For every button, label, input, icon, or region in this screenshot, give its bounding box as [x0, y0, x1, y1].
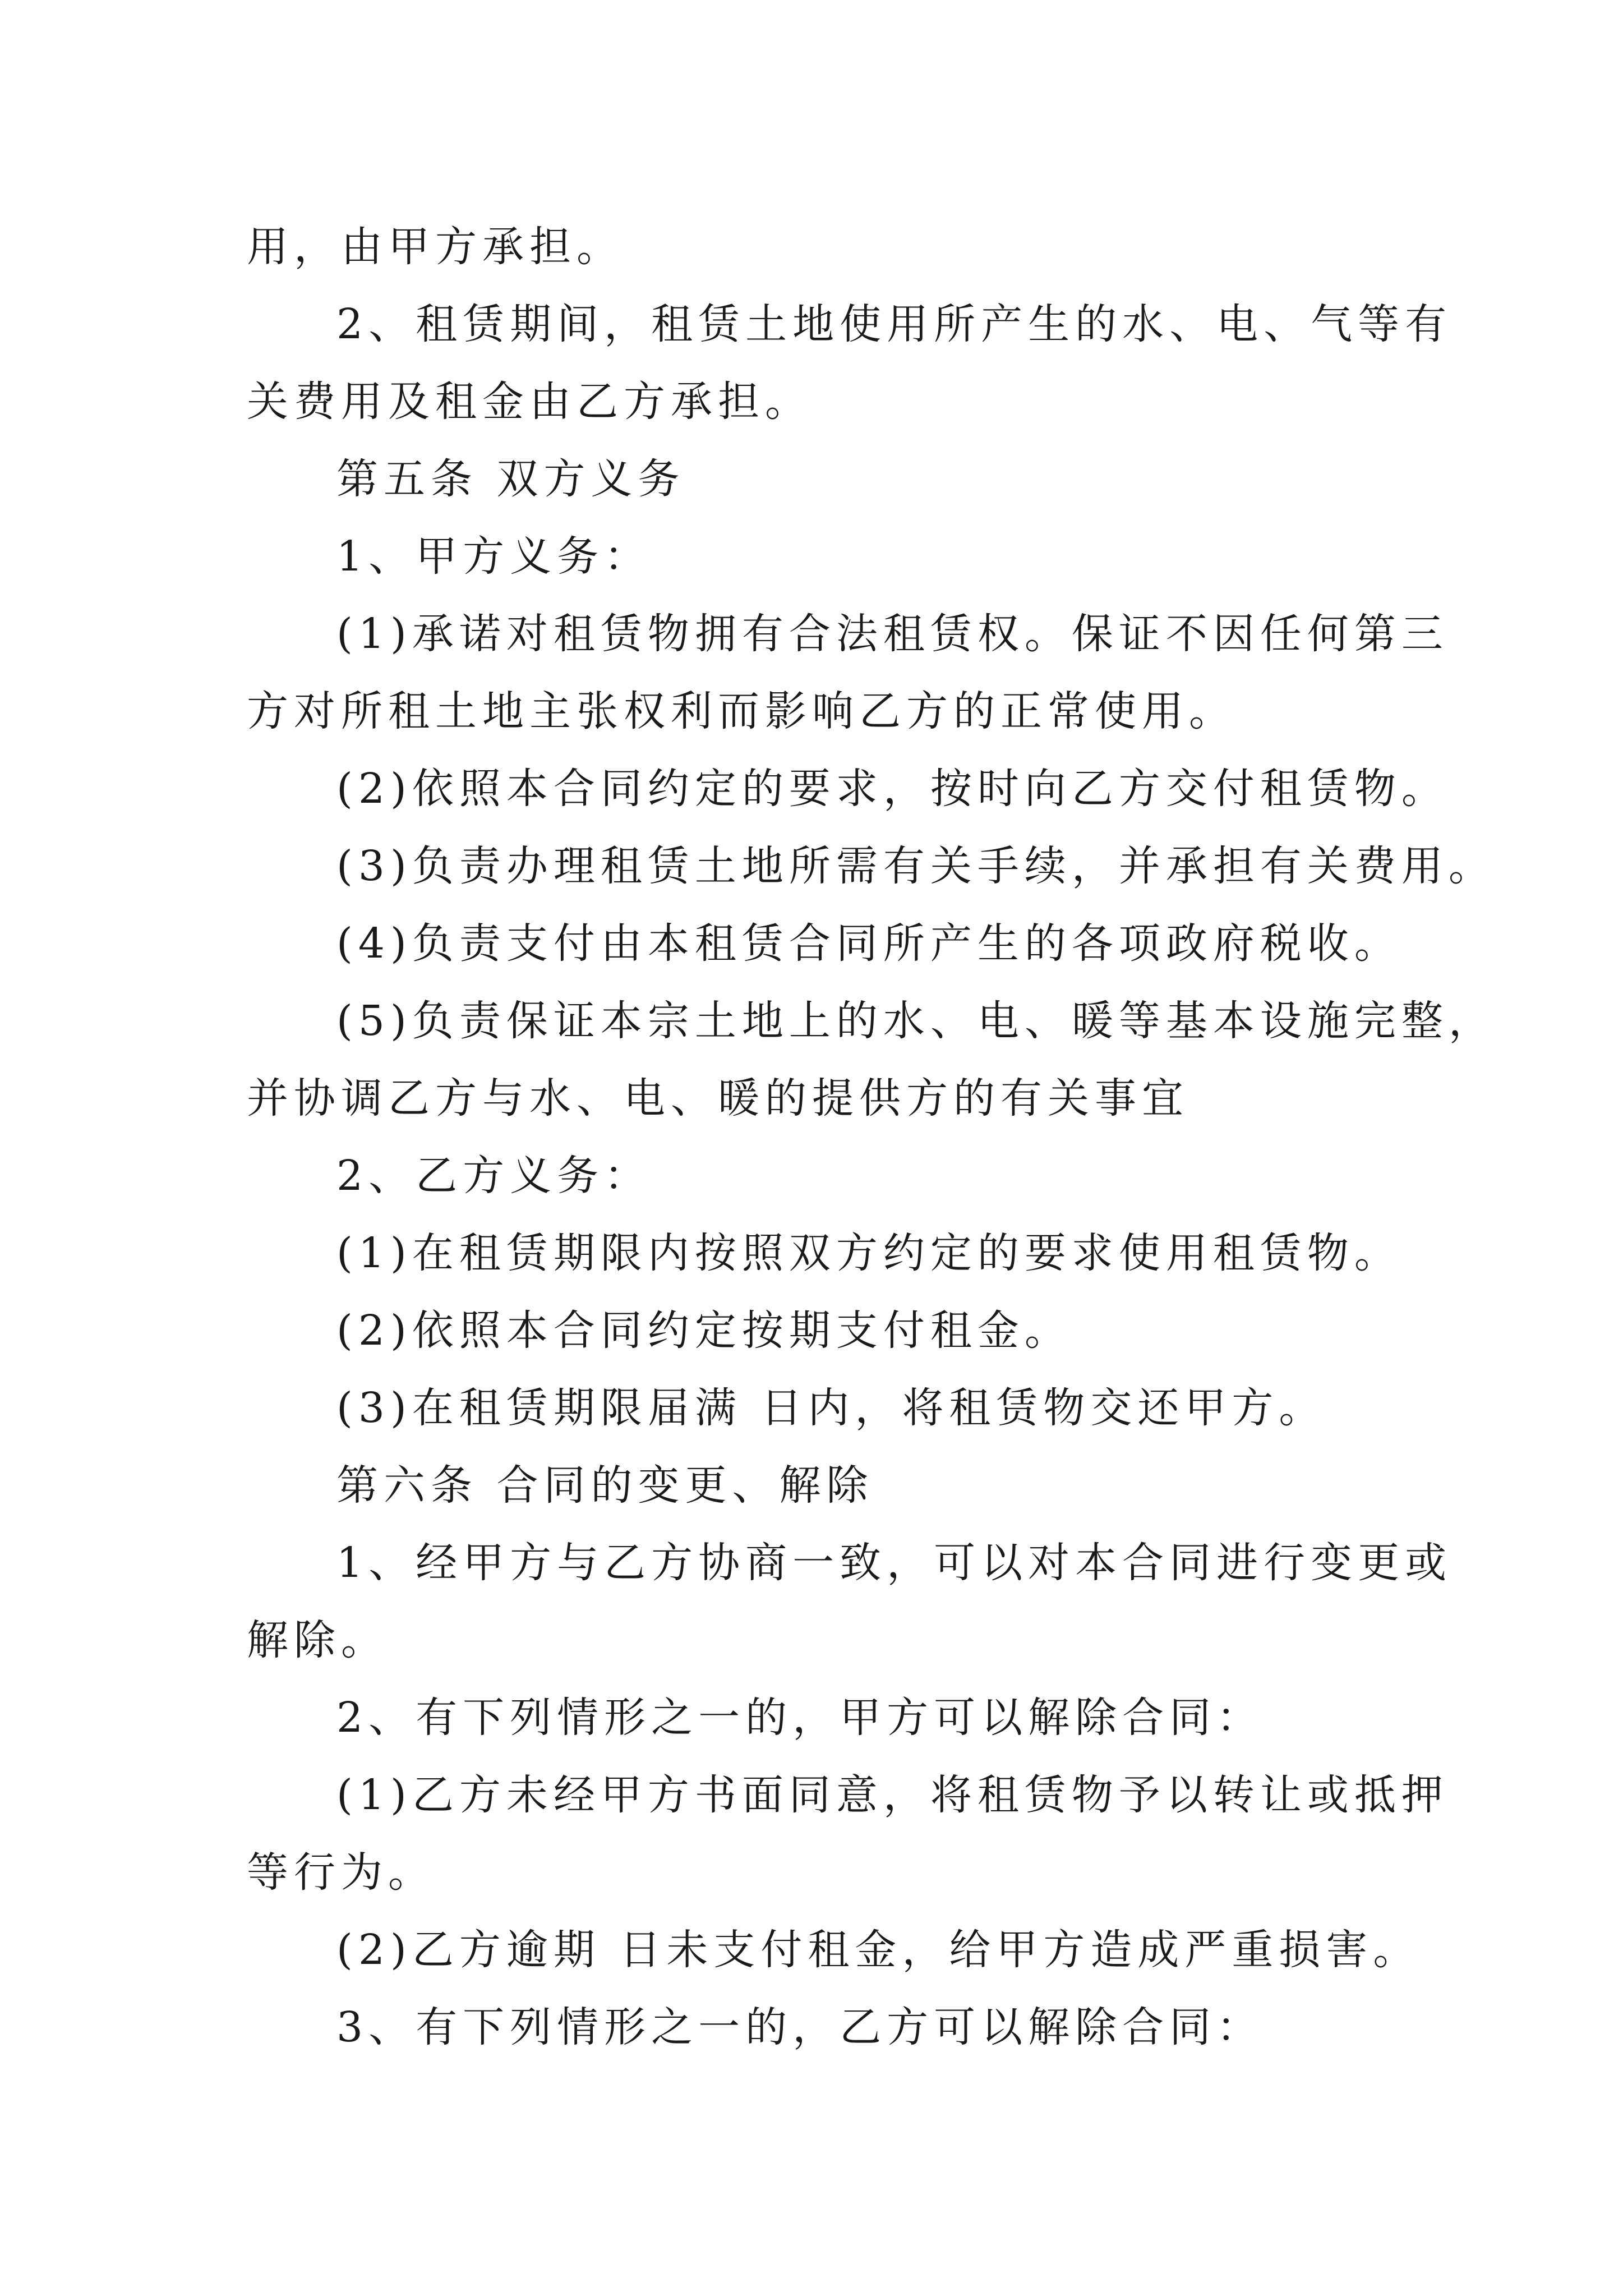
text-line-7: 方对所租土地主张权利而影响乙方的正常使用。 — [247, 687, 1236, 735]
text-line-15: (2)依照本合同约定按期支付租金。 — [336, 1306, 1072, 1355]
text-line-20: 2、有下列情形之一的，甲方可以解除合同： — [336, 1694, 1264, 1742]
text-line-5: 1、甲方义务： — [336, 532, 652, 581]
text-line-2: 2、租赁期间，租赁土地使用所产生的水、电、气等有 — [336, 300, 1453, 348]
text-line-6: (1)承诺对租赁物拥有合法租赁权。保证不因任何第三 — [336, 610, 1449, 658]
text-line-12: 并协调乙方与水、电、暖的提供方的有关事宜 — [247, 1074, 1189, 1122]
text-line-22: 等行为。 — [247, 1848, 435, 1897]
section-heading-5: 第五条 双方义务 — [336, 455, 685, 503]
text-line-8: (2)依照本合同约定的要求，按时向乙方交付租赁物。 — [336, 765, 1449, 813]
section-heading-6: 第六条 合同的变更、解除 — [336, 1461, 874, 1510]
text-line-11: (5)负责保证本宗土地上的水、电、暖等基本设施完整， — [336, 997, 1496, 1045]
text-line-18: 1、经甲方与乙方协商一致，可以对本合同进行变更或 — [336, 1539, 1453, 1587]
text-line-23: (2)乙方逾期 日未支付租金，给甲方造成严重损害。 — [336, 1926, 1421, 1974]
text-line-10: (4)负责支付由本租赁合同所产生的各项政府税收。 — [336, 919, 1401, 968]
text-line-24: 3、有下列情形之一的，乙方可以解除合同： — [336, 2003, 1264, 2051]
text-line-16: (3)在租赁期限届满 日内，将租赁物交还甲方。 — [336, 1384, 1326, 1432]
text-line-21: (1)乙方未经甲方书面同意，将租赁物予以转让或抵押 — [336, 1771, 1449, 1819]
text-line-9: (3)负责办理租赁土地所需有关手续，并承担有关费用。 — [336, 842, 1496, 890]
text-line-13: 2、乙方义务： — [336, 1152, 652, 1200]
text-line-14: (1)在租赁期限内按照双方约定的要求使用租赁物。 — [336, 1229, 1401, 1277]
text-line-3: 关费用及租金由乙方承担。 — [247, 378, 812, 426]
text-line-1: 用，由甲方承担。 — [247, 223, 624, 271]
text-line-19: 解除。 — [247, 1616, 388, 1664]
